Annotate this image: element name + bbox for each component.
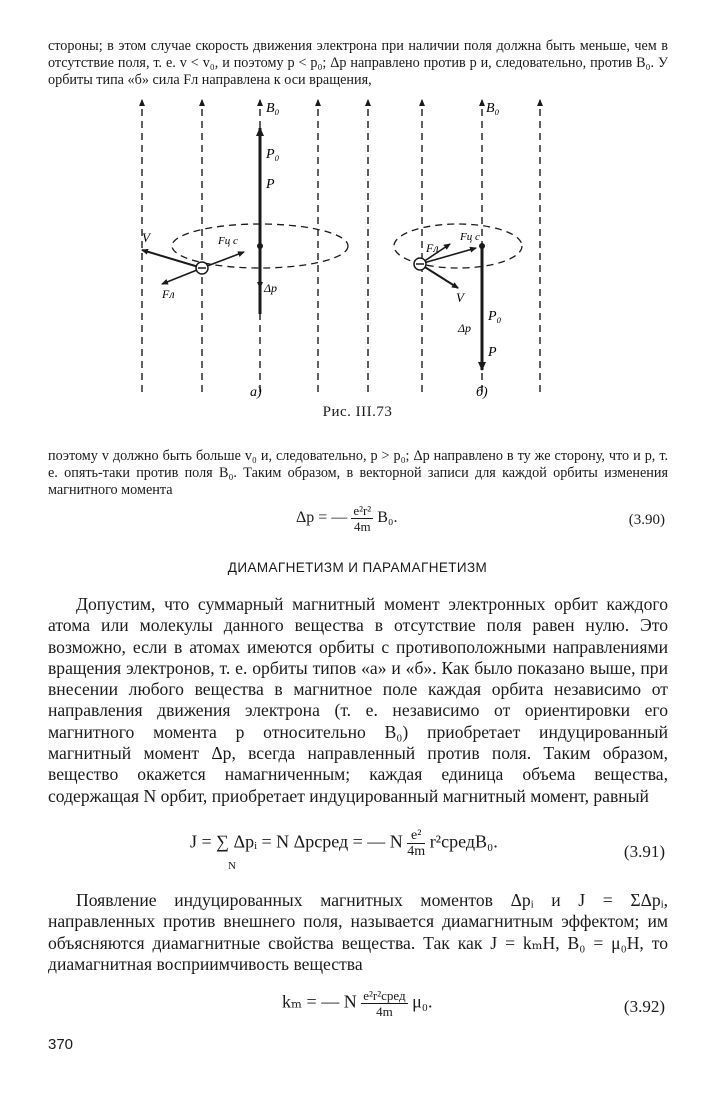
orbit-diagram — [120, 92, 600, 412]
figure-caption: Рис. III.73 — [322, 404, 393, 420]
p0-label: P₀ — [266, 147, 280, 162]
subfigure-a-label: а) — [250, 385, 262, 400]
diagram-b — [368, 100, 540, 400]
eq391-numerator: e² — [407, 828, 425, 844]
equation-3-90 — [296, 503, 397, 534]
eq392-fraction — [361, 988, 407, 1019]
figure-iii-73 — [120, 92, 600, 412]
equation-3-92 — [282, 988, 433, 1019]
equation-3-91 — [190, 828, 498, 859]
fcs-label: Fц с — [460, 231, 480, 243]
paragraph-1: Допустим, что суммарный магнитный момент электронных орбит каждого атома или молекулы данного вещества в отсутствие поля равен нулю. Это возможно, если в атомах имеются орбиты с противоположными направлениями вращения электронов, т. е. орбиты типов «а» и «б». Как было показано выше, при внесении любого вещества в магнитное поле каждая орбита независимо от направления движения электрона (т. е. независимо от ориентировки его магнитного момента p относительно B₀) приобретает индуцированный магнитный момент Δp, всегда направленный против поля. Таким образом, вещество окажется намагниченным; каждая единица объема вещества, содержащая N орбит, приобретает индуцированный магнитный момент, равный — [48, 594, 668, 806]
middle-paragraph: поэтому v должно быть больше v₀ и, следовательно, p > p₀; Δp направлено в ту же сторону, что и p, т. е. опять-таки против поля B₀. Таким образом, в векторной записи для каждой орбиты изменения магнитного момента — [48, 448, 668, 498]
subfigure-b-label: б) — [476, 385, 488, 400]
orbit-ellipse — [394, 224, 522, 268]
eq391-lhs: J = ∑ Δpᵢ = N Δpсред = — N — [190, 831, 403, 852]
v-label: V — [456, 290, 464, 305]
orbit-center — [479, 243, 485, 249]
eq392-numerator: e²r²сред — [363, 988, 406, 1003]
eq390-lhs: Δp = — — [296, 509, 348, 527]
fl-label: Fл — [162, 287, 175, 301]
b0-label: B₀ — [486, 101, 500, 116]
page-number: 370 — [48, 1036, 74, 1053]
eq390-rhs: B₀. — [377, 509, 398, 527]
eq390-numerator: e²r² — [353, 503, 372, 518]
p-label: P — [488, 345, 497, 360]
orbit-center — [257, 243, 263, 249]
fcs-label: Fц с — [218, 235, 238, 247]
dp-label: Δp — [458, 321, 472, 335]
eq390-fraction — [351, 503, 373, 534]
section-title: ДИАМАГНЕТИЗМ И ПАРАМАГНЕТИЗМ — [227, 560, 488, 575]
fl-label: Fл — [426, 241, 439, 255]
eq392-rhs: μ₀. — [412, 991, 433, 1012]
top-paragraph: стороны; в этом случае скорость движения электрона при наличии поля должна быть меньше, чем в отсутствие поля, т. е. v < v₀, и поэтому p < p₀; Δp направлено против p и, следовательно, против B₀. У орбиты типа «б» сила Fл направлена к оси вращения, — [48, 38, 668, 88]
eq392-lhs: kₘ = — N — [282, 991, 357, 1012]
v-label: V — [142, 230, 150, 245]
eq391-sum-index: N — [228, 860, 236, 872]
eq391-denominator: 4m — [407, 844, 426, 859]
diagram-a — [142, 100, 348, 400]
eq392-denominator: 4m — [376, 1004, 393, 1019]
equation-number-3-91: (3.91) — [623, 842, 665, 861]
p0-label: P₀ — [488, 309, 502, 324]
paragraph-2: Появление индуцированных магнитных моментов Δpᵢ и J = ΣΔpᵢ, направленных против внешнего поля, называется диамагнитным эффектом; им объясняются диамагнитные свойства вещества. Так как J = kₘH, B₀ = μ₀H, то диамагнитная восприимчивость вещества — [48, 890, 668, 974]
v-vector — [142, 250, 202, 268]
eq391-fraction — [407, 828, 425, 859]
p-label: P — [266, 177, 275, 192]
dp-label: Δp — [264, 281, 278, 295]
b0-label: B₀ — [266, 101, 280, 116]
equation-number-3-90: (3.90) — [628, 512, 665, 528]
equation-number-3-92: (3.92) — [623, 997, 665, 1016]
eq391-rhs: r²средB₀. — [429, 831, 498, 852]
eq390-denominator: 4m — [353, 519, 371, 534]
